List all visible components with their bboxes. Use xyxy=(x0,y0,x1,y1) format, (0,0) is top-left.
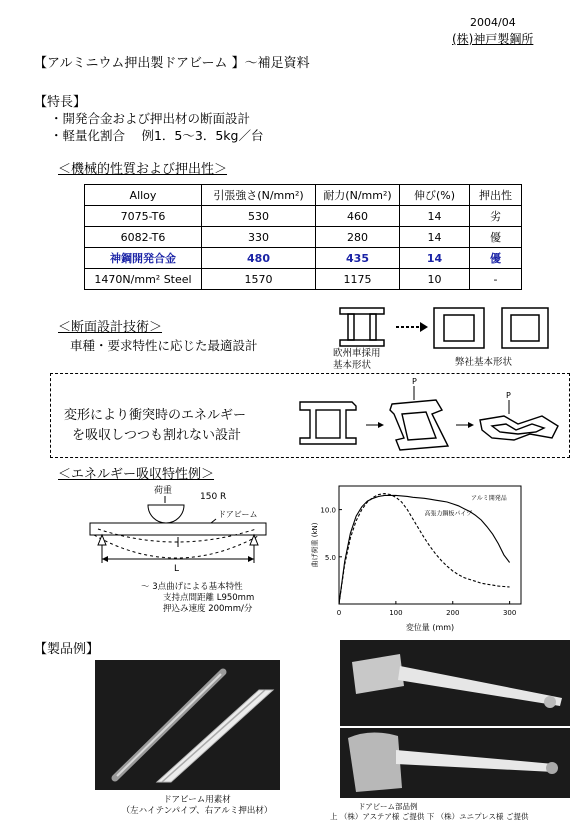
section-design-heading: ＜断面設計技術＞ xyxy=(58,320,163,335)
table-cell: 1470N/mm² Steel xyxy=(85,269,202,290)
caption-line: 上 （株）アステア様 ご提供 下 （株）ユニプレス様 ご提供 xyxy=(330,812,529,821)
x-tick-label: 0 xyxy=(336,609,342,617)
load-label: 荷重 xyxy=(154,486,173,496)
col-header-tensile: 引張強さ(N/mm²) xyxy=(202,185,316,206)
eu-cross-section-icon xyxy=(340,308,384,346)
table-cell: 優 xyxy=(470,248,522,269)
beam-bar-icon xyxy=(396,750,554,772)
beam-part-caption xyxy=(330,802,528,822)
table-cell: 6082-T6 xyxy=(85,227,202,248)
caption-line: （左ハイテンパイプ、右アルミ押出材） xyxy=(121,806,273,816)
table-cell: 7075-T6 xyxy=(85,206,202,227)
document-title: 【アルミニウム押出製ドアビーム 】～補足資料 xyxy=(34,56,310,71)
y-tick-label: 5.0 xyxy=(324,553,336,562)
col-header-extrudability: 押出性 xyxy=(470,185,522,206)
deformed-section-icon xyxy=(390,400,448,450)
table-header-row xyxy=(85,185,522,206)
load-p-label: P xyxy=(506,391,511,400)
radius-label: 150 R xyxy=(200,492,227,502)
table-cell: 435 xyxy=(316,248,400,269)
table-cell: 優 xyxy=(470,227,522,248)
table-cell: 10 xyxy=(400,269,470,290)
features-heading: 【特長】 xyxy=(34,95,87,110)
table-row xyxy=(85,206,522,227)
series-label: アルミ開発品 xyxy=(470,495,507,503)
test-note: 押込み速度 200mm/分 xyxy=(163,604,253,614)
caption-line: ドアビーム部品例 xyxy=(358,802,418,811)
table-row xyxy=(85,227,522,248)
bracket-icon xyxy=(348,732,402,792)
eu-shape-label-line2: 基本形状 xyxy=(333,360,372,371)
table-cell: 14 xyxy=(400,227,470,248)
arrow-icon xyxy=(456,422,474,428)
arrow-icon xyxy=(396,322,428,332)
company-name: (株)神戸製鋼所 xyxy=(452,32,534,46)
kobe-cross-section-icon xyxy=(434,308,548,348)
kobe-shape-label: 弊社基本形状 xyxy=(455,357,513,368)
products-heading: 【製品例】 xyxy=(34,642,100,657)
beam-part-photo-top xyxy=(340,640,570,726)
eu-shape-label xyxy=(333,348,381,372)
eu-shape-label-line1: 欧州車採用 xyxy=(333,348,381,359)
deform-line2: を吸収しつつも割れない設計 xyxy=(72,428,242,443)
table-cell: 530 xyxy=(202,206,316,227)
undeformed-section-icon xyxy=(300,402,356,444)
beam-material-photo xyxy=(95,660,280,790)
x-tick-label: 100 xyxy=(389,609,403,617)
test-note: ～ 3点曲げによる基本特性 xyxy=(141,582,243,592)
deflection-curve xyxy=(94,535,260,558)
energy-heading: ＜エネルギー吸収特性例＞ xyxy=(58,467,215,482)
aluminum-extrusion-icon xyxy=(157,690,273,782)
caption-line: ドアビーム用素材 xyxy=(163,795,231,805)
table-cell: 劣 xyxy=(470,206,522,227)
beam-part-photo-bottom xyxy=(340,728,570,798)
col-header-yield: 耐力(N/mm²) xyxy=(316,185,400,206)
table-cell: 14 xyxy=(400,206,470,227)
table-cell: 神鋼開発合金 xyxy=(85,248,202,269)
properties-table xyxy=(84,184,522,290)
y-axis-label: 曲げ荷重 (kN) xyxy=(311,522,319,568)
table-cell: 14 xyxy=(400,248,470,269)
beam-icon xyxy=(90,523,266,535)
x-tick-label: 200 xyxy=(446,609,460,617)
crushed-section-icon xyxy=(480,416,558,440)
feature-item: ・開発合金および押出材の断面設計 xyxy=(50,111,251,126)
table-cell: 330 xyxy=(202,227,316,248)
section-design-desc: 車種・要求特性に応じた最適設計 xyxy=(70,338,258,353)
bracket-icon xyxy=(352,654,404,694)
indenter-icon xyxy=(148,505,184,523)
table-cell: 1175 xyxy=(316,269,400,290)
beam-material-caption xyxy=(107,795,287,817)
properties-heading: ＜機械的性質および押出性＞ xyxy=(58,162,228,177)
load-p-label: P xyxy=(412,377,417,386)
table-row-highlight xyxy=(85,248,522,269)
deformation-diagram xyxy=(296,376,566,456)
load-displacement-chart xyxy=(305,480,570,630)
table-cell: 280 xyxy=(316,227,400,248)
x-tick-label: 300 xyxy=(502,609,517,617)
feature-item: ・軽量化割合 例1．5～3．5kg／台 xyxy=(50,128,264,143)
y-tick-label: 10.0 xyxy=(320,506,336,515)
table-cell: 460 xyxy=(316,206,400,227)
col-header-elongation: 伸び(%) xyxy=(400,185,470,206)
span-l-label: L xyxy=(174,564,180,574)
test-note: 支持点間距離 L950mm xyxy=(163,593,255,603)
table-cell: - xyxy=(470,269,522,290)
document-date: 2004/04 xyxy=(470,16,516,29)
beam-bar-icon xyxy=(398,666,562,706)
x-axis-label: 変位量 (mm) xyxy=(405,623,455,632)
arrow-icon xyxy=(366,422,384,428)
table-row xyxy=(85,269,522,290)
series-label: 高張力鋼板パイプ xyxy=(424,510,473,518)
table-cell: 480 xyxy=(202,248,316,269)
table-cell: 1570 xyxy=(202,269,316,290)
col-header-alloy: Alloy xyxy=(85,185,202,206)
beam-label: ドアビーム xyxy=(218,510,258,519)
test-conditions xyxy=(141,582,255,615)
three-point-bending-diagram xyxy=(88,483,318,583)
deform-line1: 変形により衝突時のエネルギー xyxy=(64,408,247,423)
